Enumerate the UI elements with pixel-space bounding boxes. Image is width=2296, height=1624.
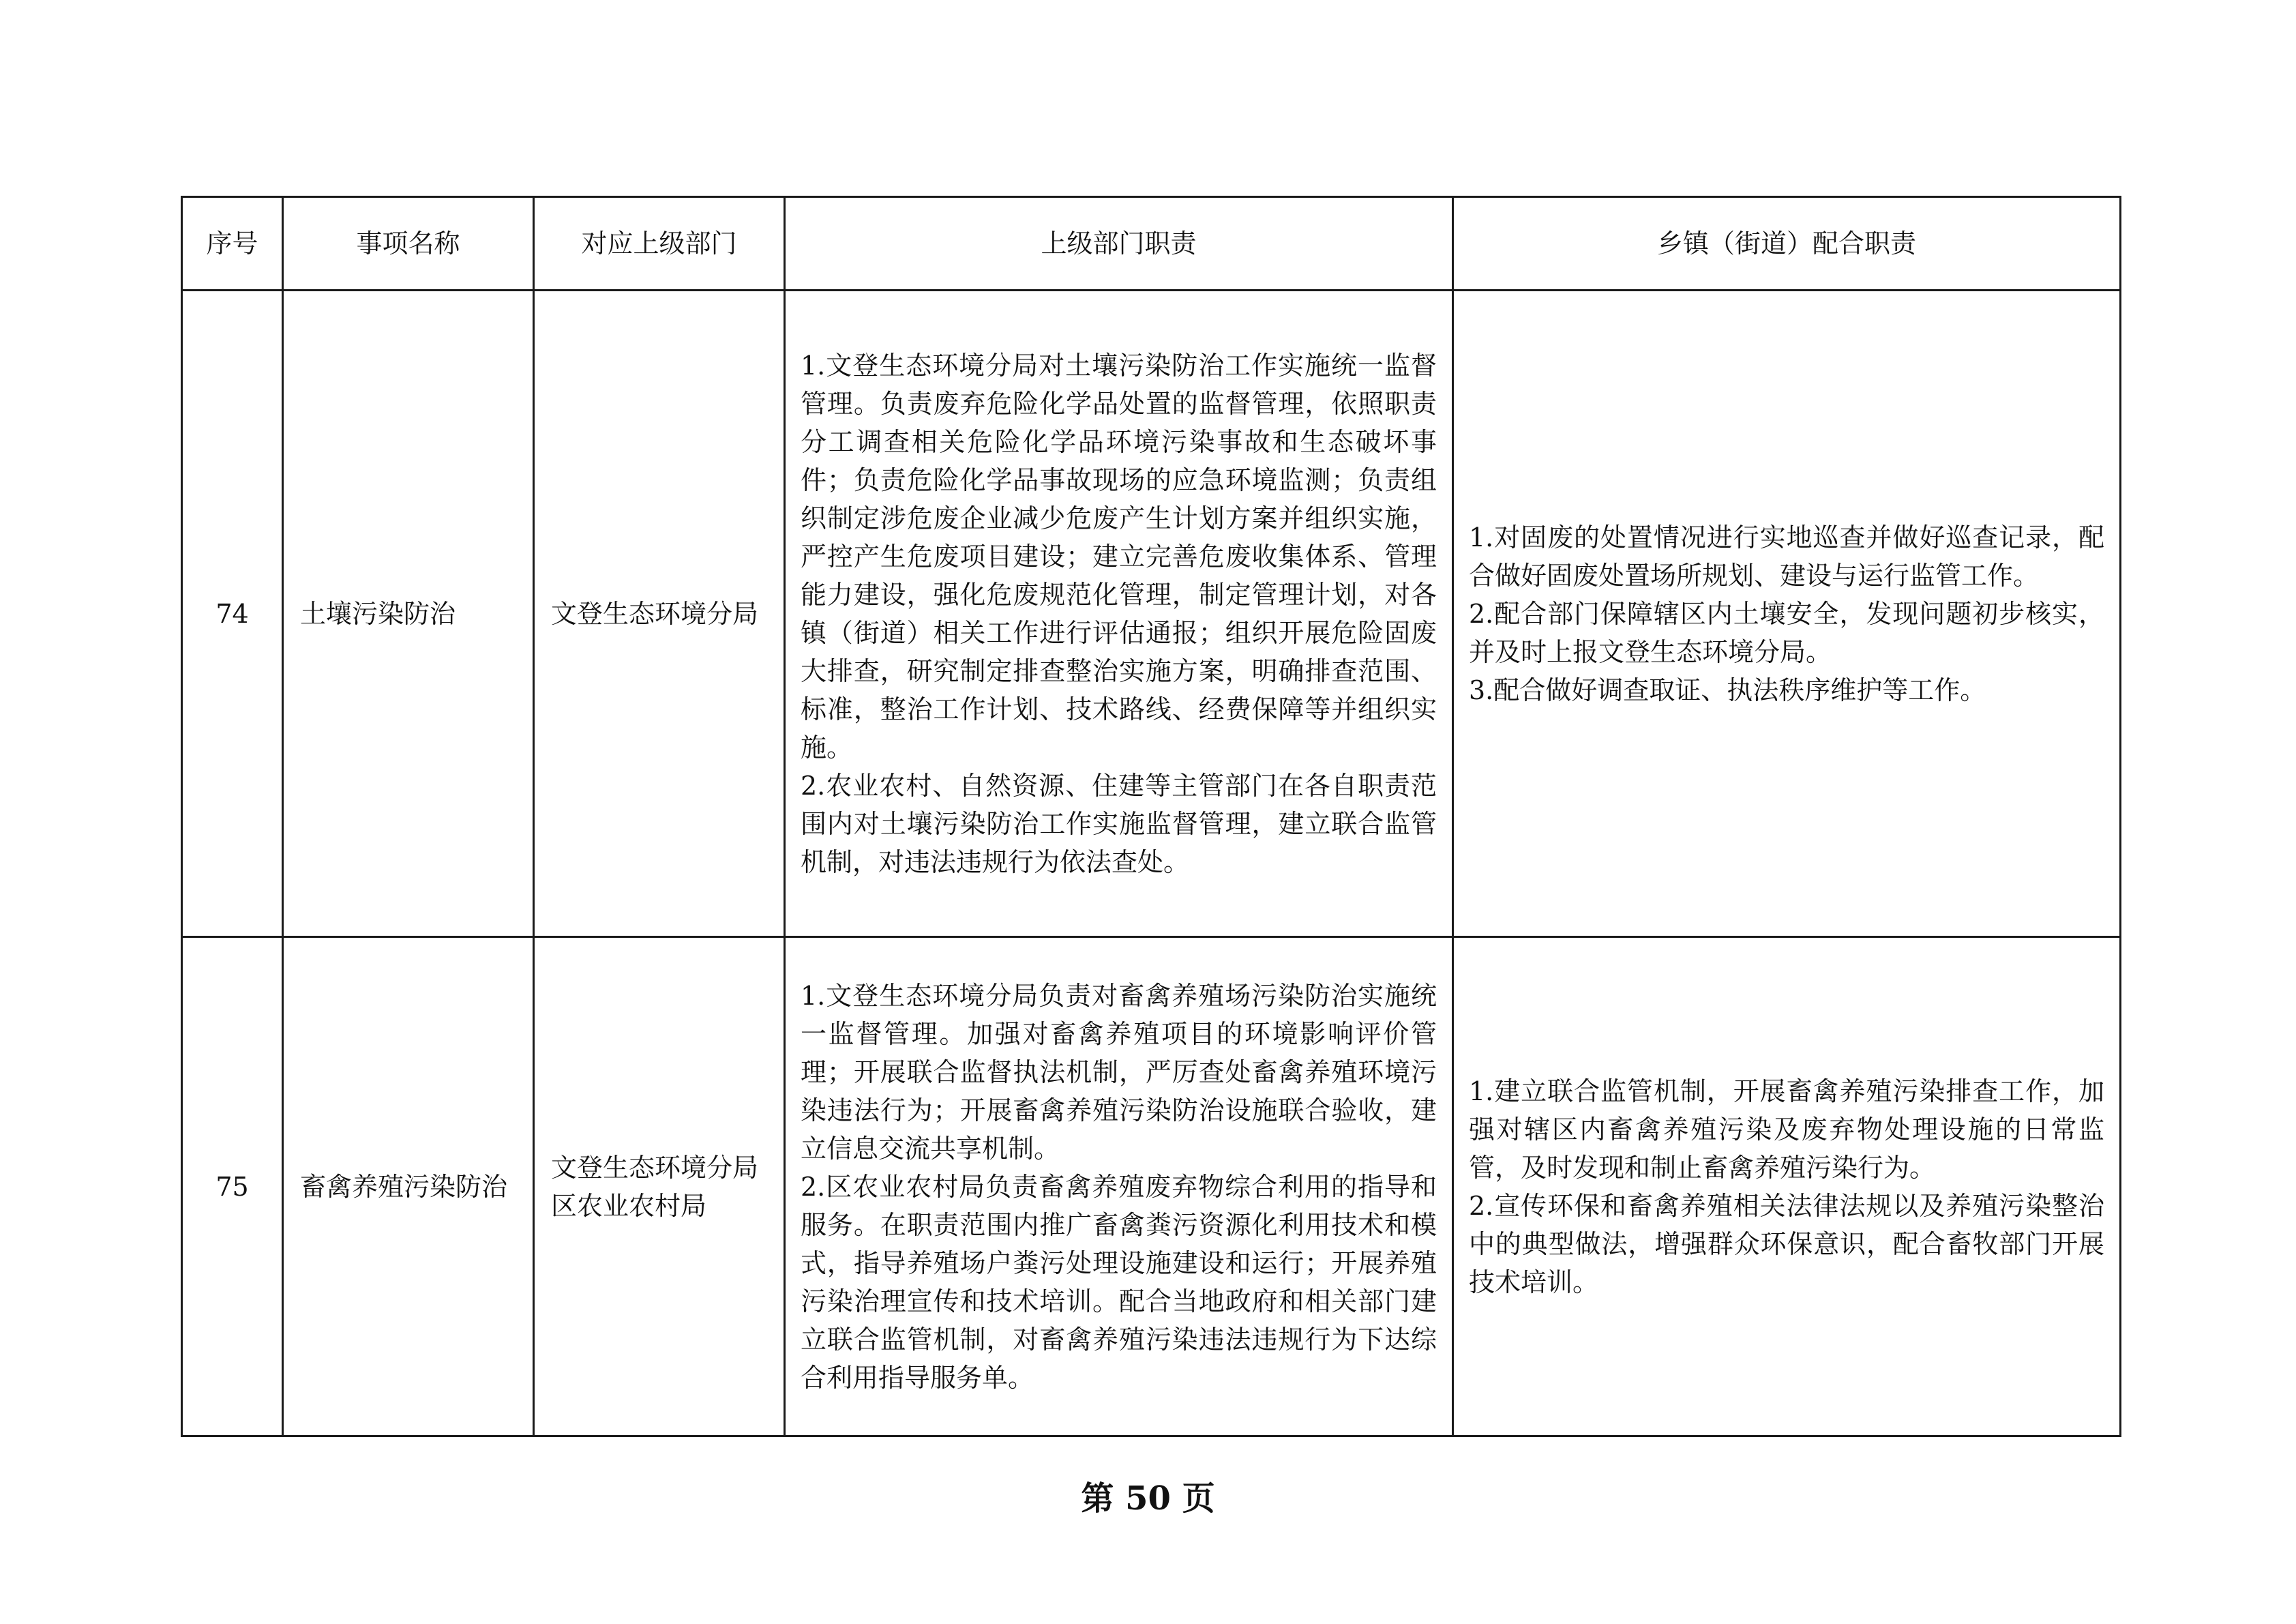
row-number: 74: [182, 291, 283, 937]
header-duty: 上级部门职责: [785, 197, 1453, 291]
duty-cell: [785, 291, 1453, 937]
table-row: [182, 291, 2121, 937]
department-line: 文登生态环境分局: [551, 1152, 759, 1183]
cooperation-paragraph: 1.对固废的处置情况进行实地巡查并做好巡查记录，配合做好固废处置场所规划、建设与运行监管工作。: [1469, 522, 2104, 591]
table-row: [182, 937, 2121, 1436]
duty-cell: [785, 937, 1453, 1436]
item-name: 畜禽养殖污染防治: [283, 937, 534, 1436]
header-department: 对应上级部门: [534, 197, 785, 291]
duty-paragraph: 1.文登生态环境分局负责对畜禽养殖场污染防治实施统一监督管理。加强对畜禽养殖项目的环境影响评价管理；开展联合监督执法机制，严厉查处畜禽养殖环境污染违法行为；开展畜禽养殖污染防治设施联合验收，建立信息交流共享机制。: [801, 980, 1437, 1164]
row-number: 75: [182, 937, 283, 1436]
department-line: 文登生态环境分局: [551, 598, 759, 629]
cooperation-paragraph: 2.配合部门保障辖区内土壤安全，发现问题初步核实，并及时上报文登生态环境分局。: [1469, 598, 2104, 667]
duty-paragraph: 2.区农业农村局负责畜禽养殖废弃物综合利用的指导和服务。在职责范围内推广畜禽粪污资源化利用技术和模式，指导养殖场户粪污处理设施建设和运行；开展养殖污染治理宣传和技术培训。配合当地政府和相关部门建立联合监管机制，对畜禽养殖污染违法违规行为下达综合利用指导服务单。: [801, 1171, 1437, 1393]
page-number: 第 50 页: [1081, 1479, 1215, 1518]
header-no: 序号: [182, 197, 283, 291]
department: [534, 291, 785, 937]
cooperation-cell: [1453, 937, 2121, 1436]
cooperation-cell: [1453, 291, 2121, 937]
department: [534, 937, 785, 1436]
cooperation-paragraph: 2.宣传环保和畜禽养殖相关法律法规以及养殖污染整治中的典型做法，增强群众环保意识，配合畜牧部门开展技术培训。: [1469, 1190, 2104, 1297]
item-name: 土壤污染防治: [283, 291, 534, 937]
duty-paragraph: 1.文登生态环境分局对土壤污染防治工作实施统一监督管理。负责废弃危险化学品处置的监督管理，依照职责分工调查相关危险化学品环境污染事故和生态破坏事件；负责危险化学品事故现场的应急环境监测；负责组织制定涉危废企业减少危废产生计划方案并组织实施，严控产生危废项目建设；建立完善危废收集体系、管理能力建设，强化危废规范化管理，制定管理计划，对各镇（街道）相关工作进行评估通报；组织开展危险固废大排查，研究制定排查整治实施方案，明确排查范围、标准，整治工作计划、技术路线、经费保障等并组织实施。: [801, 350, 1437, 763]
header-item-name: 事项名称: [283, 197, 534, 291]
department-line: 区农业农村局: [551, 1190, 707, 1221]
cooperation-paragraph: 3.配合做好调查取证、执法秩序维护等工作。: [1469, 675, 1986, 705]
header-cooperation: 乡镇（街道）配合职责: [1453, 197, 2121, 291]
table-header-row: [182, 197, 2121, 291]
duty-paragraph: 2.农业农村、自然资源、住建等主管部门在各自职责范围内对土壤污染防治工作实施监督管理，建立联合监管机制，对违法违规行为依法查处。: [801, 770, 1437, 877]
responsibility-table: [181, 196, 2121, 1437]
cooperation-paragraph: 1.建立联合监管机制，开展畜禽养殖污染排查工作，加强对辖区内畜禽养殖污染及废弃物处理设施的日常监管，及时发现和制止畜禽养殖污染行为。: [1469, 1076, 2104, 1183]
